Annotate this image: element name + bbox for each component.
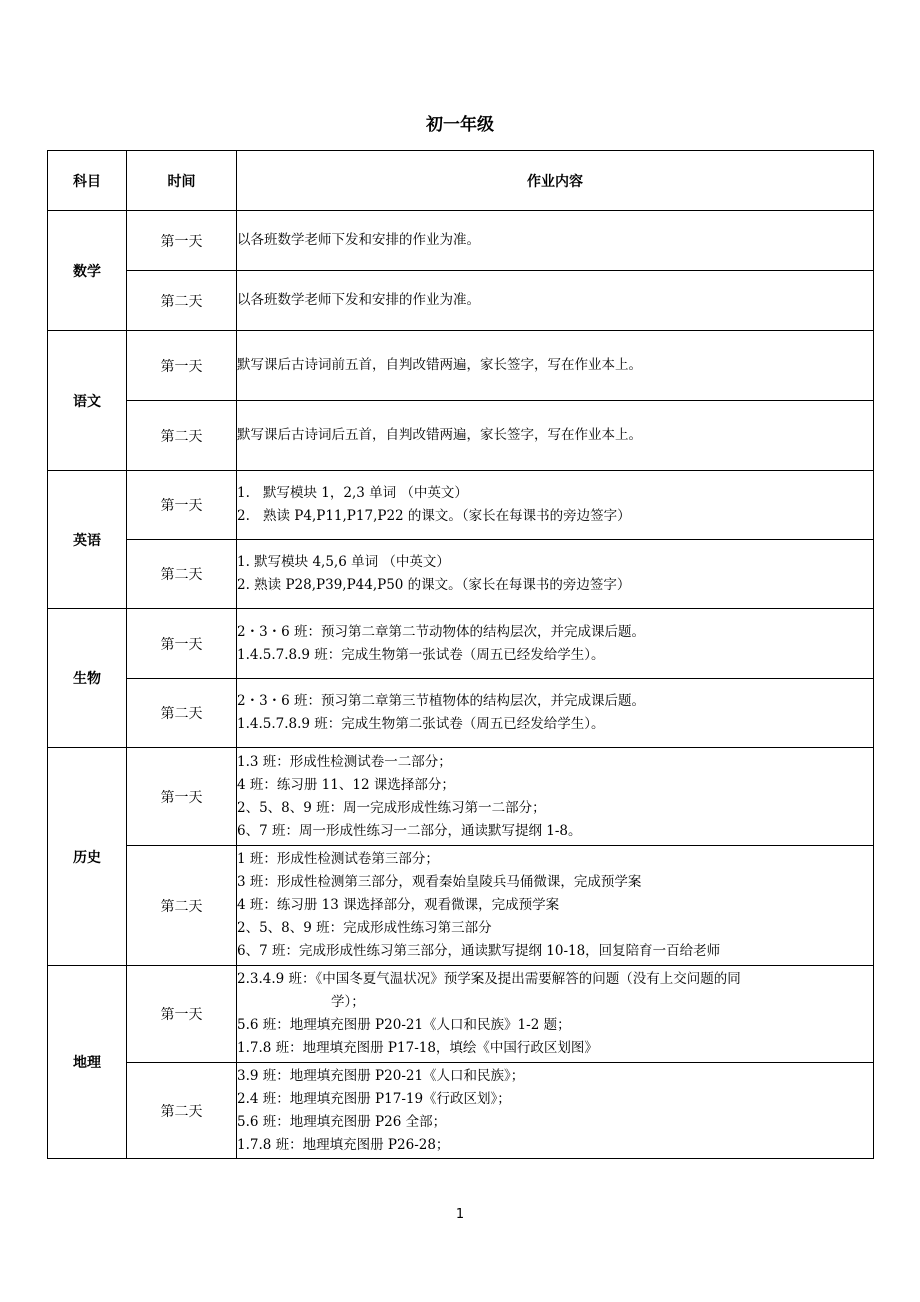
- table-row: [48, 1063, 874, 1159]
- content-line: 2. 熟读 P28,P39,P44,P50 的课文。（家长在每课书的旁边签字）: [237, 577, 631, 593]
- page-title: 初一年级: [426, 115, 494, 135]
- day-label: 第一天: [127, 748, 237, 846]
- table-row: [48, 846, 874, 966]
- table-row: [48, 966, 874, 1063]
- content-line-continued: 学）；: [331, 994, 365, 1010]
- item-number: 1.: [237, 485, 250, 501]
- day-label: 第二天: [127, 540, 237, 609]
- subject-chinese: 语文: [48, 331, 127, 471]
- item-text: 默写模块 1，2,3 单词 （中英文）: [263, 485, 468, 501]
- table-row: [48, 540, 874, 609]
- homework-content: [237, 1063, 874, 1159]
- day-label: 第一天: [127, 211, 237, 271]
- day-label: 第一天: [127, 609, 237, 679]
- table-row: [48, 211, 874, 271]
- homework-content: [237, 471, 874, 540]
- list-item: [237, 505, 873, 528]
- subject-math: 数学: [48, 211, 127, 331]
- item-text: 熟读 P4,P11,P17,P22 的课文。（家长在每课书的旁边签字）: [263, 508, 631, 524]
- homework-content: [237, 211, 874, 271]
- page-number: 1: [455, 1207, 465, 1222]
- item-number: 2.: [237, 508, 250, 524]
- content-line: 默写课后古诗词前五首，自判改错两遍，家长签字，写在作业本上。: [237, 357, 642, 373]
- content-line: 1.7.8 班：地理填充图册 P26-28；: [237, 1136, 450, 1153]
- content-line: 2、5、8、9 班：周一完成形成性练习第一二部分；: [237, 799, 546, 816]
- homework-content: [237, 966, 874, 1063]
- subject-history: 历史: [48, 748, 127, 966]
- homework-content: [237, 401, 874, 471]
- day-label: 第二天: [127, 271, 237, 331]
- table-row: [48, 331, 874, 401]
- content-line: 默写课后古诗词后五首，自判改错两遍，家长签字，写在作业本上。: [237, 427, 642, 443]
- homework-content: [237, 748, 874, 846]
- table-row: [48, 679, 874, 748]
- header-time: 时间: [127, 151, 237, 211]
- homework-content: [237, 846, 874, 966]
- list-item: [237, 482, 873, 505]
- table-row: [48, 271, 874, 331]
- homework-content: [237, 331, 874, 401]
- table-row: [48, 401, 874, 471]
- day-label: 第二天: [127, 846, 237, 966]
- day-label: 第一天: [127, 331, 237, 401]
- content-line: 4 班：练习册 11、12 课选择部分；: [237, 776, 455, 793]
- table-row: [48, 748, 874, 846]
- content-line: 以各班数学老师下发和安排的作业为准。: [237, 292, 480, 308]
- content-line: 3 班：形成性检测第三部分，观看秦始皇陵兵马俑微课，完成预学案: [237, 874, 642, 890]
- day-label: 第一天: [127, 966, 237, 1063]
- subject-english: 英语: [48, 471, 127, 609]
- homework-content: [237, 271, 874, 331]
- content-line: 2、5、8、9 班：完成形成性练习第三部分: [237, 920, 492, 936]
- homework-content: [237, 609, 874, 679]
- content-line: 3.9 班：地理填充图册 P20-21《人口和民族》；: [237, 1067, 525, 1084]
- day-label: 第二天: [127, 1063, 237, 1159]
- content-line: 1. 默写模块 4,5,6 单词 （中英文）: [237, 554, 450, 570]
- header-content: 作业内容: [237, 151, 874, 211]
- day-label: 第二天: [127, 679, 237, 748]
- content-line: 2.4 班：地理填充图册 P17-19《行政区划》；: [237, 1090, 511, 1107]
- content-line: 5.6 班：地理填充图册 P26 全部；: [237, 1113, 447, 1130]
- table-row: [48, 609, 874, 679]
- homework-table: [47, 150, 874, 1159]
- content-line: 2.3.4.9 班：《中国冬夏气温状况》预学案及提出需要解答的问题（没有上交问题的同: [237, 971, 741, 987]
- subject-biology: 生物: [48, 609, 127, 748]
- content-line: 2・3・6 班：预习第二章第二节动物体的结构层次，并完成课后题。: [237, 623, 646, 640]
- content-line: 6、7 班：完成形成性练习第三部分，通读默写提纲 10-18，回复陪育一百给老师: [237, 943, 721, 959]
- content-line: 1.4.5.7.8.9 班：完成生物第一张试卷（周五已经发给学生）。: [237, 646, 605, 663]
- content-line: 1.4.5.7.8.9 班：完成生物第二张试卷（周五已经发给学生）。: [237, 716, 605, 732]
- content-line: 6、7 班：周一形成性练习一二部分，通读默写提纲 1-8。: [237, 822, 582, 839]
- content-line: 4 班：练习册 13 课选择部分，观看微课，完成预学案: [237, 897, 560, 913]
- day-label: 第二天: [127, 401, 237, 471]
- header-subject: 科目: [48, 151, 127, 211]
- header-row: [48, 151, 874, 211]
- content-line: 1.3 班：形成性检测试卷一二部分；: [237, 753, 452, 770]
- content-line: 1 班：形成性检测试卷第三部分；: [237, 851, 439, 867]
- content-line: 以各班数学老师下发和安排的作业为准。: [237, 232, 480, 248]
- subject-geography: 地理: [48, 966, 127, 1159]
- table-row: [48, 471, 874, 540]
- homework-content: [237, 540, 874, 609]
- content-line: 1.7.8 班：地理填充图册 P17-18，填绘《中国行政区划图》: [237, 1040, 598, 1056]
- day-label: 第一天: [127, 471, 237, 540]
- homework-content: [237, 679, 874, 748]
- content-line: 5.6 班：地理填充图册 P20-21《人口和民族》1-2 题；: [237, 1017, 571, 1033]
- content-line: 2・3・6 班：预习第二章第三节植物体的结构层次，并完成课后题。: [237, 693, 646, 709]
